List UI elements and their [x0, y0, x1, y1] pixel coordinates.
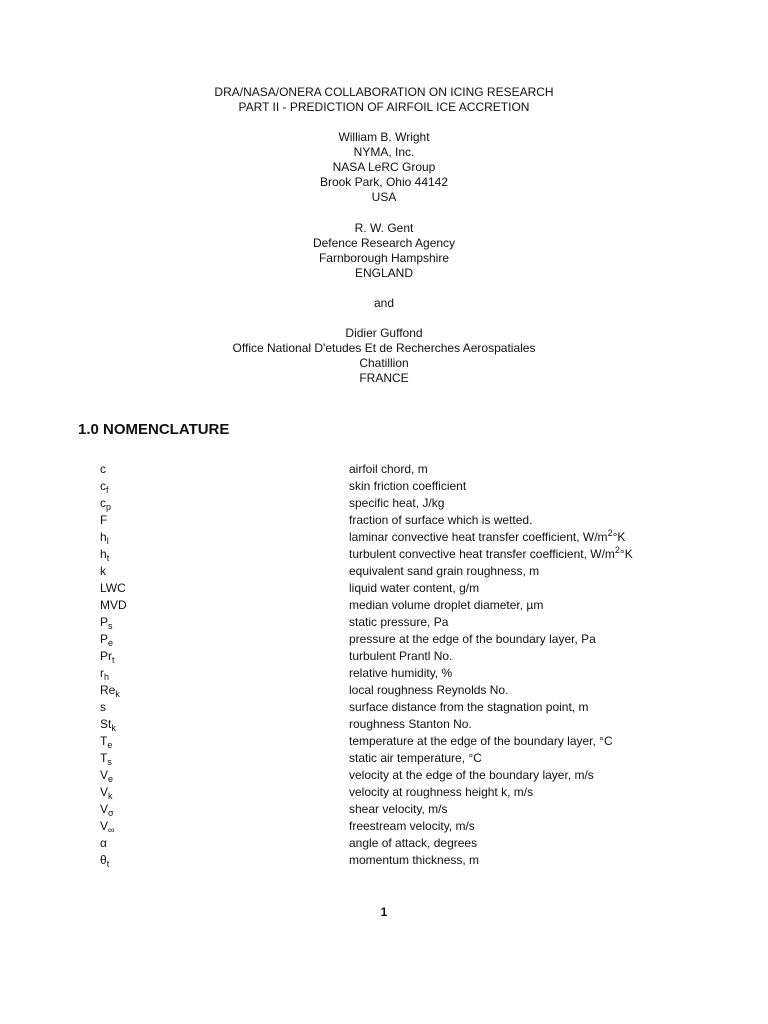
- author-group: NASA LeRC Group: [332, 160, 436, 174]
- nomenclature-definition: [349, 717, 472, 731]
- symbol-base: LWC: [100, 581, 126, 595]
- nomenclature-row: [0, 598, 768, 615]
- symbol-base: T: [100, 751, 108, 765]
- nomenclature-row: [0, 819, 768, 836]
- nomenclature-definition: [349, 530, 625, 544]
- author-block-wright: [0, 130, 768, 205]
- nomenclature-definition: [349, 496, 444, 510]
- definition-text: liquid water content, g/m: [349, 581, 480, 595]
- nomenclature-row: [0, 496, 768, 513]
- nomenclature-row: [0, 853, 768, 870]
- nomenclature-definition: [349, 785, 533, 799]
- definition-text: momentum thickness, m: [349, 853, 480, 867]
- symbol-base: c: [100, 479, 106, 493]
- section-heading-nomenclature: 1.0 NOMENCLATURE: [78, 421, 230, 438]
- nomenclature-symbol: [100, 853, 109, 867]
- symbol-base: h: [100, 530, 107, 544]
- nomenclature-symbol: [100, 819, 114, 833]
- nomenclature-row: [0, 734, 768, 751]
- definition-text: local roughness Reynolds No.: [349, 683, 509, 697]
- nomenclature-definition: [349, 479, 466, 493]
- symbol-subscript: k: [111, 723, 116, 733]
- nomenclature-symbol: [100, 666, 109, 680]
- nomenclature-row: [0, 615, 768, 632]
- symbol-subscript: f: [106, 485, 109, 495]
- nomenclature-symbol: [100, 513, 107, 527]
- symbol-base: MVD: [100, 598, 127, 612]
- symbol-base: V: [100, 785, 109, 799]
- symbol-subscript: s: [108, 621, 113, 631]
- definition-unit-tail: °K: [619, 547, 633, 561]
- nomenclature-definition: [349, 802, 447, 816]
- nomenclature-symbol: [100, 632, 113, 646]
- symbol-base: c: [100, 496, 106, 510]
- symbol-subscript: t: [106, 859, 110, 869]
- symbol-subscript: σ: [108, 808, 114, 818]
- nomenclature-definition: [349, 683, 508, 697]
- symbol-subscript: k: [108, 791, 113, 801]
- definition-text: velocity at the edge of the boundary layer, m/s: [349, 768, 594, 782]
- nomenclature-row: [0, 581, 768, 598]
- definition-text: roughness Stanton No.: [349, 717, 472, 731]
- symbol-base: P: [100, 632, 109, 646]
- nomenclature-symbol: [100, 479, 109, 493]
- symbol-subscript: e: [108, 638, 114, 648]
- symbol-base: T: [100, 734, 108, 748]
- symbol-subscript: k: [115, 689, 120, 699]
- symbol-subscript: h: [104, 672, 110, 682]
- author-city: Farnborough Hampshire: [318, 251, 450, 265]
- definition-text: fraction of surface which is wetted.: [349, 513, 533, 527]
- nomenclature-definition: [349, 632, 596, 646]
- page-number: 1: [380, 905, 388, 919]
- definition-unit-tail: °K: [612, 530, 626, 544]
- author-block-gent: [0, 221, 768, 281]
- nomenclature-symbol: [100, 785, 113, 799]
- symbol-base: α: [100, 836, 107, 850]
- nomenclature-definition: [349, 615, 448, 629]
- definition-superscript: 2: [614, 545, 620, 555]
- definition-text: equivalent sand grain roughness, m: [349, 564, 540, 578]
- author-name: William B. Wright: [338, 130, 430, 144]
- nomenclature-row: [0, 479, 768, 496]
- definition-text: turbulent Prantl No.: [349, 649, 453, 663]
- symbol-subscript: e: [107, 740, 113, 750]
- definition-text: relative humidity, %: [349, 666, 453, 680]
- symbol-subscript: e: [108, 774, 114, 784]
- author-country: USA: [371, 190, 397, 204]
- nomenclature-row: [0, 462, 768, 479]
- nomenclature-row: [0, 717, 768, 734]
- symbol-base: Re: [100, 683, 116, 697]
- nomenclature-symbol: [100, 496, 111, 510]
- author-name: Didier Guffond: [345, 326, 423, 340]
- nomenclature-symbol: [100, 717, 116, 731]
- symbol-base: h: [100, 547, 107, 561]
- nomenclature-row: [0, 666, 768, 683]
- symbol-base: k: [100, 564, 106, 578]
- nomenclature-row: [0, 768, 768, 785]
- nomenclature-symbol: [100, 598, 127, 612]
- nomenclature-symbol: [100, 751, 112, 765]
- nomenclature-definition: [349, 768, 594, 782]
- nomenclature-symbol: [100, 802, 114, 816]
- nomenclature-definition: [349, 598, 543, 612]
- author-organization: NYMA, Inc.: [353, 145, 415, 159]
- symbol-subscript: s: [107, 757, 112, 767]
- nomenclature-symbol: [100, 581, 126, 595]
- nomenclature-row: [0, 513, 768, 530]
- definition-text: static air temperature, °C: [349, 751, 482, 765]
- nomenclature-row: [0, 632, 768, 649]
- definition-text: laminar convective heat transfer coefficient, W/m: [349, 530, 608, 544]
- nomenclature-definition: [349, 513, 532, 527]
- title-line-1: DRA/NASA/ONERA COLLABORATION ON ICING RESEARCH: [214, 85, 554, 99]
- symbol-subscript: t: [106, 553, 110, 563]
- nomenclature-row: [0, 683, 768, 700]
- nomenclature-definition: [349, 564, 539, 578]
- nomenclature-symbol: [100, 615, 113, 629]
- definition-text: airfoil chord, m: [349, 462, 428, 476]
- nomenclature-row: [0, 649, 768, 666]
- nomenclature-symbol: [100, 683, 120, 697]
- nomenclature-definition: [349, 853, 479, 867]
- title-block: [0, 85, 768, 115]
- definition-text: pressure at the edge of the boundary layer, Pa: [349, 632, 596, 646]
- nomenclature-definition: [349, 700, 588, 714]
- author-name: R. W. Gent: [354, 221, 414, 235]
- nomenclature-definition: [349, 462, 428, 476]
- nomenclature-definition: [349, 836, 477, 850]
- nomenclature-definition: [349, 751, 482, 765]
- nomenclature-definition: [349, 819, 475, 833]
- symbol-subscript: l: [106, 536, 109, 546]
- definition-text: velocity at roughness height k, m/s: [349, 785, 534, 799]
- nomenclature-symbol: [100, 768, 113, 782]
- title-line-2: PART II - PREDICTION OF AIRFOIL ICE ACCRETION: [238, 100, 530, 114]
- conjunction-text: and: [373, 296, 395, 310]
- definition-text: static pressure, Pa: [349, 615, 449, 629]
- author-organization: Defence Research Agency: [312, 236, 456, 250]
- nomenclature-row: [0, 751, 768, 768]
- definition-text: skin friction coefficient: [349, 479, 467, 493]
- nomenclature-list: [0, 462, 768, 870]
- definition-text: specific heat, J/kg: [349, 496, 445, 510]
- symbol-base: θ: [100, 853, 107, 867]
- symbol-base: V: [100, 768, 109, 782]
- nomenclature-symbol: [100, 564, 106, 578]
- nomenclature-symbol: [100, 649, 115, 663]
- nomenclature-row: [0, 836, 768, 853]
- symbol-base: r: [100, 666, 104, 680]
- symbol-base: V: [100, 819, 109, 833]
- nomenclature-row: [0, 564, 768, 581]
- conjunction-and: [0, 296, 768, 311]
- nomenclature-definition: [349, 581, 479, 595]
- nomenclature-definition: [349, 666, 452, 680]
- symbol-base: c: [100, 462, 106, 476]
- definition-text: turbulent convective heat transfer coefficient, W/m: [349, 547, 615, 561]
- nomenclature-row: [0, 700, 768, 717]
- nomenclature-row: [0, 530, 768, 547]
- nomenclature-symbol: [100, 530, 109, 544]
- definition-text: angle of attack, degrees: [349, 836, 478, 850]
- symbol-base: s: [100, 700, 106, 714]
- definition-text: freestream velocity, m/s: [349, 819, 475, 833]
- symbol-base: V: [100, 802, 109, 816]
- nomenclature-symbol: [100, 836, 107, 850]
- author-city: Brook Park, Ohio 44142: [319, 175, 449, 189]
- symbol-base: F: [100, 513, 108, 527]
- nomenclature-symbol: [100, 734, 112, 748]
- symbol-subscript: p: [106, 502, 112, 512]
- nomenclature-symbol: [100, 547, 109, 561]
- nomenclature-definition: [349, 649, 452, 663]
- definition-text: temperature at the edge of the boundary layer, °C: [349, 734, 613, 748]
- nomenclature-symbol: [100, 700, 106, 714]
- author-block-guffond: [0, 326, 768, 386]
- author-city: Chatillion: [359, 356, 409, 370]
- author-country: FRANCE: [359, 371, 409, 385]
- definition-superscript: 2: [607, 528, 613, 538]
- definition-text: median volume droplet diameter, µm: [349, 598, 544, 612]
- nomenclature-row: [0, 785, 768, 802]
- nomenclature-definition: [349, 547, 633, 561]
- definition-text: shear velocity, m/s: [349, 802, 448, 816]
- nomenclature-definition: [349, 734, 613, 748]
- symbol-base: St: [100, 717, 112, 731]
- symbol-base: Pr: [100, 649, 112, 663]
- nomenclature-symbol: [100, 462, 106, 476]
- author-country: ENGLAND: [354, 266, 413, 280]
- symbol-base: P: [100, 615, 109, 629]
- author-organization: Office National D'etudes Et de Recherches Aerospatiales: [232, 341, 536, 355]
- nomenclature-row: [0, 547, 768, 564]
- symbol-subscript: t: [112, 655, 115, 665]
- symbol-subscript: ∞: [108, 825, 115, 835]
- nomenclature-row: [0, 802, 768, 819]
- definition-text: surface distance from the stagnation point, m: [349, 700, 589, 714]
